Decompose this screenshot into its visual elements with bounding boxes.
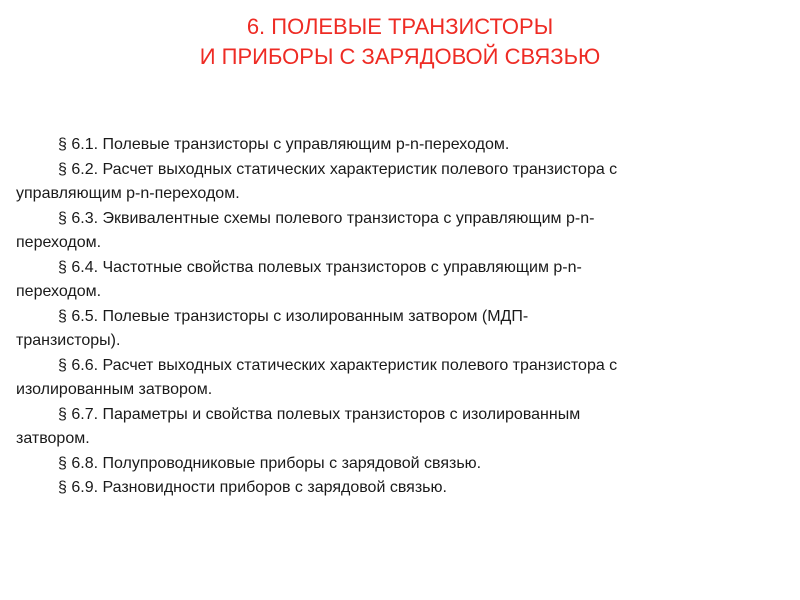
toc-item-6-6-line-2: изолированным затвором.: [16, 381, 213, 398]
toc-item-6-6: [16, 354, 778, 403]
toc-item-6-4-line-2: переходом.: [16, 283, 102, 300]
toc-item-6-7: [16, 403, 778, 452]
toc-item-6-4-line-1: § 6.4. Частотные свойства полевых транзисторов с управляющим p-n-: [58, 258, 582, 276]
toc-item-6-2: [16, 158, 778, 207]
toc-item-6-7-line-1: § 6.7. Параметры и свойства полевых транзисторов с изолированным: [58, 405, 581, 423]
slide-title-line-2: И ПРИБОРЫ С ЗАРЯДОВОЙ СВЯЗЬЮ: [199, 44, 601, 69]
toc-item-6-3: [16, 207, 778, 256]
toc-item-6-1-line-1: § 6.1. Полевые транзисторы с управляющим p-n-переходом.: [58, 136, 510, 153]
toc-item-6-9-line-1: § 6.9. Разновидности приборов с зарядовой связью.: [58, 479, 447, 496]
toc-item-6-8: [16, 452, 778, 477]
toc-item-6-8-line-1: § 6.8. Полупроводниковые приборы с зарядовой связью.: [58, 454, 482, 472]
slide-title-line-1: 6. ПОЛЕВЫЕ ТРАНЗИСТОРЫ: [246, 14, 554, 39]
toc-item-6-1: [16, 133, 778, 158]
toc-item-6-2-line-1: § 6.2. Расчет выходных статических характеристик полевого транзистора с: [58, 160, 618, 178]
toc-item-6-2-line-2: управляющим p-n-переходом.: [16, 185, 240, 202]
toc-item-6-9: [16, 476, 778, 501]
toc-item-6-3-line-1: § 6.3. Эквивалентные схемы полевого транзистора с управляющим p-n-: [58, 209, 595, 227]
toc-item-6-5-line-1: § 6.5. Полевые транзисторы с изолированным затвором (МДП-: [58, 307, 529, 325]
toc-item-6-5-line-2: транзисторы).: [16, 332, 121, 349]
slide-title: [0, 12, 800, 72]
toc-item-6-4: [16, 256, 778, 305]
toc-item-6-5: [16, 305, 778, 354]
toc-item-6-7-line-2: затвором.: [16, 430, 90, 447]
table-of-contents: [16, 133, 778, 501]
toc-item-6-3-line-2: переходом.: [16, 234, 102, 251]
toc-item-6-6-line-1: § 6.6. Расчет выходных статических характеристик полевого транзистора с: [58, 356, 618, 374]
